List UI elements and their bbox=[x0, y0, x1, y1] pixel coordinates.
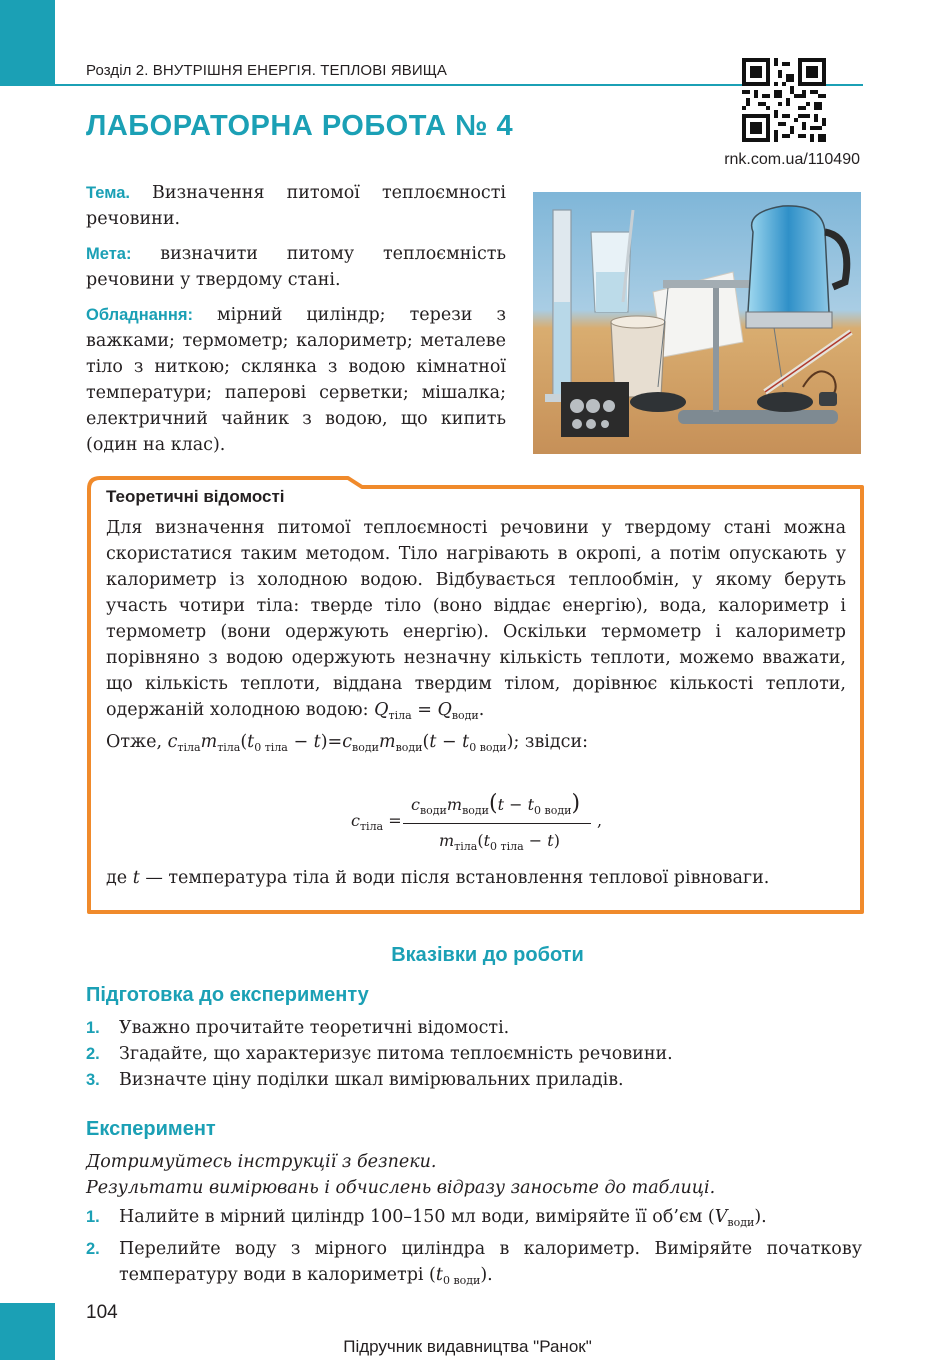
list-item bbox=[86, 1015, 862, 1041]
item-number: 1. bbox=[86, 1019, 100, 1037]
theory-text bbox=[106, 515, 846, 761]
item-text: Перелийте воду з мірного циліндра в калориметр. Виміряйте початкову температуру води в калориметрі ( bbox=[119, 1239, 862, 1285]
c-symbol: c bbox=[342, 732, 353, 752]
experiment-heading: Експеримент bbox=[86, 1118, 216, 1140]
corner-tab-top bbox=[0, 0, 55, 86]
water-subscript: води bbox=[395, 741, 423, 754]
body-subscript: тіла bbox=[177, 741, 201, 754]
heat-symbol: Q bbox=[437, 700, 452, 720]
formula-lhs: $c_{тіла}$ = bbox=[351, 811, 402, 833]
equation-line: Отже, $c_{тіла}m_{тіла}(t_{0 тіла} - t)=c_{води}m_{води}(t - t_{0 води})$; звідси: bbox=[106, 732, 589, 754]
zero-subscript: 0 bbox=[534, 804, 542, 817]
fraction-bar bbox=[403, 823, 591, 824]
publisher-footer: Підручник видавництва "Ранок" bbox=[343, 1337, 592, 1356]
prep-heading: Підготовка до експерименту bbox=[86, 984, 369, 1006]
list-item bbox=[86, 1204, 862, 1236]
theory-title: Теоретичні відомості bbox=[106, 487, 285, 506]
t0-water-subscript bbox=[469, 741, 506, 754]
c-symbol: c bbox=[411, 795, 420, 814]
list-item bbox=[86, 1236, 862, 1294]
t-symbol: t bbox=[435, 1265, 443, 1285]
water-subscript: води bbox=[451, 709, 479, 722]
t-symbol: t bbox=[247, 732, 255, 752]
equals-sign: = bbox=[417, 700, 438, 720]
t-symbol: t bbox=[547, 831, 554, 850]
t-symbol: t bbox=[132, 868, 140, 888]
t0-water-subscript bbox=[443, 1274, 480, 1287]
topic-paragraph bbox=[86, 180, 506, 232]
results-note: Результати вимірювань і обчислень відразу заносьте до таблиці. bbox=[86, 1178, 716, 1198]
zero-subscript: 0 bbox=[442, 1274, 450, 1287]
t-symbol: t bbox=[483, 831, 491, 850]
body-subscript: тіла bbox=[217, 741, 241, 754]
theory-paragraph: Для визначення питомої теплоємності речовини у твердому стані можна скористатися таким методом. Тіло нагрівають в окропі, а потім опускають у калориметр із холодною водою. Відбувається теплообмін, у якому беруть участь чотири тіла: тверде тіло (воно віддає енергію), вода, калориметр і термометр (вони одержують енергію). Оскільки термометр і калориметр порівняно з водою одержують незначну кількість теплоти, можемо вважати, що кількість теплоти, віддана твердим тілом, дорівнює кількості теплоти, одержаній холодною водою: $Q_{тіла} = Q_{води}$. bbox=[106, 518, 846, 722]
item-end: ). bbox=[480, 1265, 493, 1285]
body-subscript: тіла bbox=[454, 840, 478, 853]
topic-text: Визначення питомої теплоємності речовини. bbox=[86, 183, 506, 229]
then-word: Отже, bbox=[106, 732, 168, 752]
safety-note: Дотримуйтесь інструкції з безпеки. bbox=[86, 1152, 437, 1172]
item-text: Налийте в мірний циліндр 100–150 мл води, виміряйте її об’єм ( bbox=[119, 1207, 715, 1227]
formula-comma: , bbox=[597, 811, 603, 830]
body-subscript: тіла bbox=[500, 840, 524, 853]
body-subscript: тіла bbox=[388, 709, 412, 722]
item-text: Уважно прочитайте теоретичні відомості. bbox=[119, 1018, 510, 1038]
equipment-label: Обладнання: bbox=[86, 306, 193, 324]
m-symbol: m bbox=[378, 732, 396, 752]
item-number: 2. bbox=[86, 1240, 100, 1258]
prep-list bbox=[86, 1015, 862, 1093]
c-symbol: c bbox=[167, 732, 178, 752]
zero-subscript: 0 bbox=[490, 840, 498, 853]
where-word: де bbox=[106, 868, 133, 888]
qr-code-icon[interactable] bbox=[742, 58, 826, 142]
t0-body-subscript bbox=[490, 840, 524, 853]
where-text: — температура тіла й води після встановлення теплової рівноваги. bbox=[139, 868, 770, 888]
t-symbol: t bbox=[462, 732, 470, 752]
theory-box bbox=[86, 475, 865, 915]
zero-subscript: 0 bbox=[469, 741, 477, 754]
formula-denominator: $m_{тіла}(t_{0 тіла} - t)$ bbox=[439, 831, 560, 853]
t0-water-subscript bbox=[534, 804, 571, 817]
page-number: 104 bbox=[86, 1302, 118, 1323]
item-text: Визначте ціну поділки шкал вимірювальних приладів. bbox=[119, 1070, 624, 1090]
section-header: Розділ 2. ВНУТРІШНЯ ЕНЕРГІЯ. ТЕПЛОВІ ЯВИЩА bbox=[86, 62, 448, 79]
goal-text: визначити питому теплоємність речовини у твердому стані. bbox=[86, 244, 506, 290]
item-number: 2. bbox=[86, 1045, 100, 1063]
zero-subscript: 0 bbox=[254, 741, 262, 754]
c-symbol: c bbox=[351, 811, 360, 830]
water-subscript: води bbox=[544, 804, 572, 817]
t-symbol: t bbox=[313, 732, 321, 752]
water-subscript: води bbox=[727, 1216, 755, 1229]
water-subscript: води bbox=[462, 804, 489, 817]
topic-label: Тема. bbox=[86, 184, 130, 202]
m-symbol: m bbox=[446, 795, 463, 814]
intro-block bbox=[86, 180, 506, 467]
qr-url-link[interactable]: rnk.com.ua/110490 bbox=[724, 151, 860, 168]
item-end: ). bbox=[754, 1207, 767, 1227]
water-subscript: води bbox=[352, 741, 379, 754]
m-symbol: m bbox=[439, 831, 455, 850]
instructions-heading: Вказівки до роботи bbox=[391, 944, 584, 966]
water-subscript: води bbox=[419, 804, 447, 817]
theory-where-line bbox=[106, 868, 851, 888]
t-symbol: t bbox=[527, 795, 535, 814]
equipment-paragraph bbox=[86, 302, 506, 458]
goal-paragraph bbox=[86, 241, 506, 293]
t-symbol: t bbox=[497, 795, 505, 814]
list-item bbox=[86, 1041, 862, 1067]
item-number: 1. bbox=[86, 1208, 100, 1226]
item-number: 3. bbox=[86, 1071, 100, 1089]
theory-p1: Для визначення питомої теплоємності речовини у твердому стані можна скористатися таким методом. Тіло нагрівають в окропі, а потім опускають у калориметр із холодною водою. Відбувається теплообмін, у якому беруть участь чотири тіла: тверде тіло (воно віддає енергію), вода, калориметр і термометр (вони одержують енергію). Оскільки термометр і калориметр порівняно з водою одержують незначну кількість теплоти, можемо вважати, що кількість теплоти, віддана твердим тілом, дорівнює кількості теплоти, одержаній холодною водою: bbox=[106, 518, 846, 720]
experiment-list bbox=[86, 1204, 862, 1294]
equipment-photo bbox=[533, 192, 861, 454]
t-symbol: t bbox=[429, 732, 437, 752]
body-subscript: тіла bbox=[264, 741, 288, 754]
m-symbol: m bbox=[200, 732, 218, 752]
page-title: ЛАБОРАТОРНА РОБОТА № 4 bbox=[86, 110, 514, 142]
item-text: Згадайте, що характеризує питома теплоємність речовини. bbox=[119, 1044, 673, 1064]
v-symbol: V bbox=[714, 1207, 728, 1227]
heat-symbol: Q bbox=[374, 700, 389, 720]
list-item bbox=[86, 1067, 862, 1093]
t0-body-subscript bbox=[254, 741, 288, 754]
hence-text: ; звідси: bbox=[513, 732, 589, 752]
equipment-text: мірний циліндр; терези з важками; термометр; калориметр; металеве тіло з ниткою; склянка з водою кімнатної температури; паперові серветки; мішалка; електричний чайник з водою, що кипить (один на клас). bbox=[86, 305, 506, 455]
water-subscript: води bbox=[453, 1274, 481, 1287]
body-subscript: тіла bbox=[359, 820, 384, 833]
water-subscript: води bbox=[479, 741, 507, 754]
formula-numerator: $c_{води}m_{води}(t - t_{0 води})$ bbox=[411, 791, 581, 817]
goal-label: Мета: bbox=[86, 245, 132, 263]
